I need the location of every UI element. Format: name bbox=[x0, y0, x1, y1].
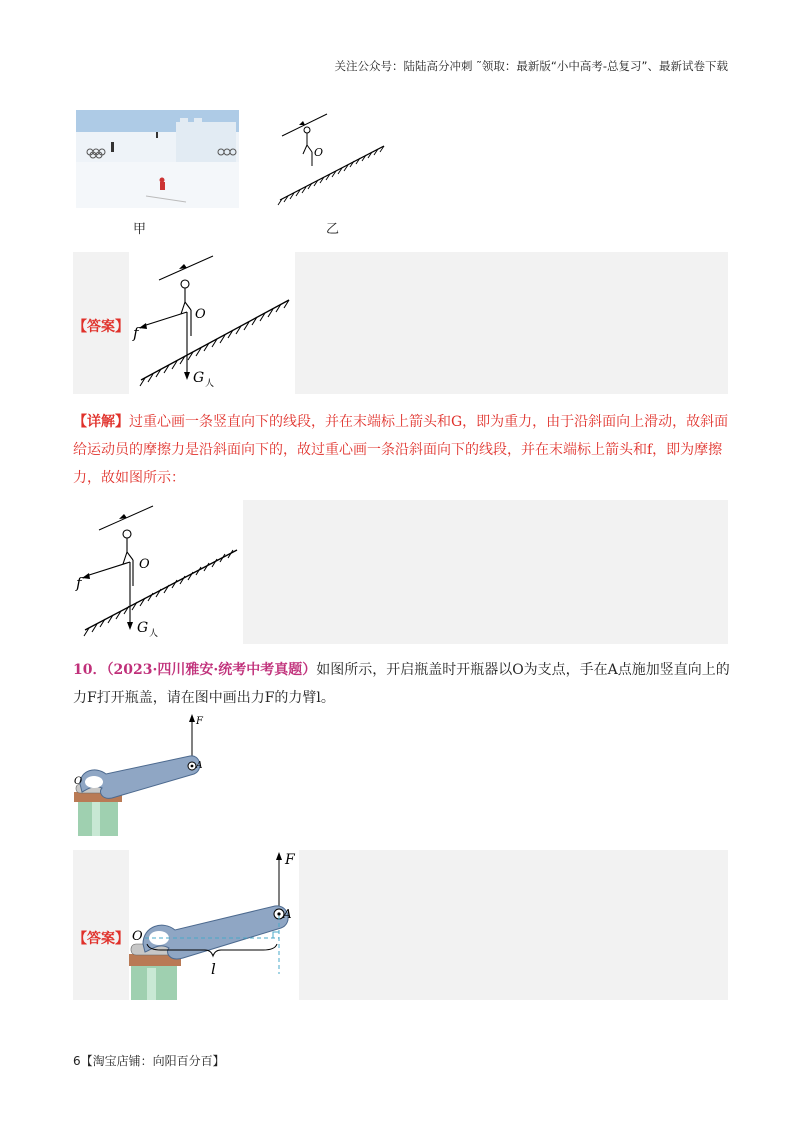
bottle-opener-figure bbox=[72, 712, 222, 836]
f-label-2: f bbox=[76, 574, 82, 592]
question-10 bbox=[73, 656, 733, 712]
question-source: （2023·四川雅安·统考中考真题） bbox=[106, 662, 317, 678]
svg-text:O: O bbox=[314, 146, 324, 159]
g-subscript: 人 bbox=[205, 379, 215, 389]
o-label: O bbox=[195, 307, 206, 322]
slope-diagram-yi bbox=[272, 110, 392, 210]
g-label-2: G bbox=[137, 620, 149, 636]
ans-a-label: A bbox=[283, 907, 292, 921]
detail-tag: 【详解】 bbox=[73, 414, 129, 430]
answer-diagram-1 bbox=[129, 252, 295, 394]
figure-label-jia: 甲 bbox=[133, 222, 147, 237]
ans-f-label: F bbox=[285, 852, 295, 868]
page-footer: 6【淘宝店铺：向阳百分百】 bbox=[73, 1054, 225, 1068]
g-label: G bbox=[193, 370, 205, 386]
detail-paragraph bbox=[73, 408, 733, 492]
f-label: f bbox=[133, 324, 139, 342]
ski-photo bbox=[76, 110, 239, 208]
question-number: 10． bbox=[73, 662, 107, 678]
answer-tag-1: 【答案】 bbox=[73, 319, 129, 335]
q-f-label: F bbox=[196, 716, 203, 727]
q-o-label: O bbox=[74, 776, 83, 787]
page-header: 关注公众号：陆陆高分冲刺 ˜领取：最新版“小中高考-总复习”、最新试卷下载 bbox=[334, 59, 728, 73]
o-label-2: O bbox=[139, 557, 150, 572]
q-a-label: A bbox=[196, 761, 203, 771]
ans-o-label: O bbox=[132, 929, 143, 944]
question-text: 如图所示，开启瓶盖时开瓶器以O为支点，手在A点施加竖直向上的力F打开瓶盖，请在图中画出力F的力臂l。 bbox=[73, 662, 730, 706]
detail-text: 过重心画一条竖直向下的线段，并在末端标上箭头和G，即为重力，由于沿斜面向上滑动，故斜面给运动员的摩擦力是沿斜面向下的，故过重心画一条沿斜面向下的线段，并在末端标上箭头和f，即为摩擦力，故如图所示： bbox=[73, 414, 729, 486]
g-subscript-2: 人 bbox=[149, 629, 159, 639]
ans-l-label: l bbox=[211, 960, 216, 978]
answer-diagram-2 bbox=[129, 850, 299, 1000]
answer-tag-2: 【答案】 bbox=[73, 931, 129, 947]
figure-label-yi: 乙 bbox=[326, 222, 340, 237]
detail-diagram bbox=[73, 500, 243, 644]
